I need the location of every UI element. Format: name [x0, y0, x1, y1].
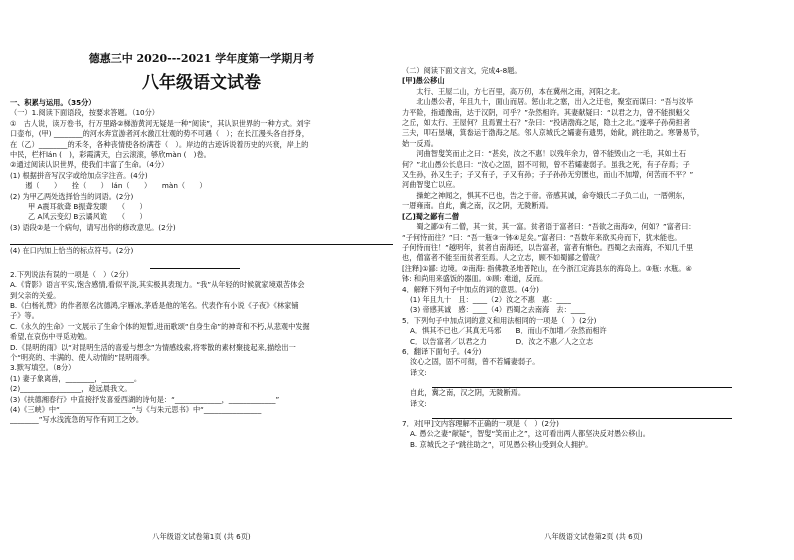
option-jia: 甲 A震耳欲聋 B振聋发聩 （ ）: [28, 202, 147, 212]
text-yi-title: [乙]蜀之鄙有二僧: [402, 211, 459, 221]
question-2-option-d-cont: 个“明亮的、丰满的、使人动情的”昆明雨季。: [10, 352, 155, 362]
text-jia-line: 河曲智叟亡以应。: [402, 180, 460, 190]
question-7: 7．对[甲]文内容理解不正确的一项是（ ）(2分): [402, 419, 559, 428]
question-7-option-b: B. 京城氏之子“跳往助之”，可见愚公移山受到众人拥护。: [410, 439, 593, 449]
exam-title: 八年级语文试卷: [142, 73, 261, 93]
question-6: 6．翻译下面句子。(4分): [402, 346, 482, 356]
question-5: 5．下列句子中加点词的意义和用法相同的一项是（ ）(2分): [402, 315, 597, 325]
translation-label: 译文:: [410, 367, 427, 377]
translation-label: 译文:: [410, 398, 427, 408]
question-1-2: (2) 为甲乙两处选择恰当的词语。(2分): [10, 191, 134, 201]
question-1-4: (4) 在口内加上恰当的标点符号。(2分): [10, 246, 134, 256]
page-footer: 八年级语文试卷第1页 (共 6页): [152, 531, 251, 541]
question-1-intro: （一）1.阅读下面语段，按要求答题。（10分）: [10, 108, 159, 118]
exam-header: 德惠三中 2020---2021 学年度第一学期月考: [88, 52, 315, 65]
question-2-option-b: B.《白杨礼赞》的作者原名沈德鸿,字雁冰,茅盾是他的笔名。代表作有小说《子夜》《林家铺: [10, 300, 299, 310]
question-6-sentence-1: 汝心之固，固不可彻，曾不若孀妻弱子。: [410, 357, 540, 367]
text-yi-line: 也，僧富者不能至而贫者至焉。人之立志，顾不如蜀鄙之僧哉？: [402, 253, 604, 263]
annotation-notes: [注释]①鄙: 边境。②南海: 指佛教圣地普陀山，在今浙江定海县东的海岛上。③瓶: 水瓶。④: [402, 263, 692, 273]
text-jia-line: 操蛇之神闻之，惧其不已也，告之于帝。帝感其诚，命夸娥氏二子负二山，一厝朔东，: [402, 190, 690, 200]
section-heading: 一、积累与运用。（35分）: [10, 98, 96, 107]
text-jia-line: 河曲智叟笑而止之曰：“甚矣，汝之不惠！以残年余力，曾不能毁山之一毛，其如土石: [402, 149, 687, 159]
text-jia-line: 太行、王屋二山，方七百里，高万仞，本在冀州之南，河阳之北。: [402, 86, 625, 96]
question-2-option-a: A.《背影》语言平实,饱含感情,看似平淡,其实极具表现力。“我”从年轻的时候就家境艰苦体会: [10, 280, 305, 290]
question-3: 3.默写填空。（8分）: [10, 363, 76, 373]
answer-line: [150, 259, 240, 269]
question-5-options-cd: C．以告富者／以君之力 D．汝之不惠／人之立志: [410, 336, 594, 346]
text-jia-line: 始一反焉。: [402, 138, 438, 148]
part-2-intro: （二）阅读下面文言文，完成4-8题。: [402, 66, 522, 75]
question-1-1: (1) 根据拼音写汉字或给加点字注音。(4分): [10, 170, 148, 180]
text-jia-line: 何？”北山愚公长息曰：“汝心之固，固不可彻，曾不若孀妻弱子。虽我之死，有子存焉；子: [402, 159, 690, 169]
page-footer: 八年级语文试卷第2页 (共 6页): [544, 531, 643, 541]
question-3-2: (2)_________________，趁远晨我文。: [10, 384, 132, 394]
text-jia-line: 一厝雍南。自此，冀之南，汉之阴，无陇断焉。: [402, 201, 553, 211]
text-jia-title: [甲]愚公移山: [402, 76, 445, 86]
question-4-items-b: (3) 帝感其诚 感：____（4）西蜀之去南海 去：____: [410, 305, 586, 315]
passage-line: ②通过阅读认识世界，使我们丰富了生命。（4分）: [10, 160, 169, 170]
question-3-3: (3)《扶德湘春行》中直接抒发喜爱西湖的诗句是：“_____________，_____________”: [10, 394, 280, 404]
question-7-option-a: A. 愚公之妻“献疑”，智叟“笑而止之”，这可看出两人都坚决反对愚公移山。: [410, 429, 650, 439]
question-2-option-d: D.《昆明的雨》以“对昆明生活的喜爱与想念”为情感线索,将零散的素材聚拢起来,描绘出一: [10, 342, 296, 352]
text-jia-line: 又生孙，孙又生子；子又有子，子又有孙；子子孙孙无穷匮也，而山不加增，何苦而不平？”: [402, 170, 694, 180]
question-2-option-b-cont: 子》等。: [10, 311, 39, 321]
text-jia-line: 之丘，如太行、王屋何？且焉置土石？”杂曰：“投诸渤海之尾，隐土之北。”遂率子孙荷担者: [402, 118, 690, 128]
question-4: 4．解释下列句子中加点的词的意思。(4分): [402, 284, 539, 294]
text-yi-line: 子何恃而往！”越明年，贫者自南海还，以告富者，富者有惭色。西蜀之去南海，不知几千里: [402, 242, 694, 252]
question-1-1-items: 遏（ ） 拴（ ） lán（ ） màn（ ）: [18, 181, 207, 191]
page-1: [10, 0, 393, 560]
question-2: 2.下列说法有误的一项是（ ）（2分）: [10, 269, 133, 279]
text-jia-line: 北山愚公者，年且九十，面山而居。惩山北之塞，出入之迂也，聚室而谋曰：“吾与汝毕: [402, 97, 694, 107]
passage-line: ① 古人说，读万卷书，行万里路②梯游黄河无疑是一种“阅读”，其认识世界的一种方式。刘宇: [10, 118, 311, 128]
question-5-options-ab: A．惧其不已也／其真无马邪 B．而山不加增／杂然而相许: [410, 326, 607, 336]
passage-line: 在（乙）________的禾冬，各种丧情使各纷满苍（ ）。岸边的古迹诉说着历史的兴衰，岸上的: [10, 139, 309, 149]
question-4-items-a: (1) 年且九十 且：____（2）汝之不惠 惠：____: [410, 294, 571, 304]
passage-line: 口壶布，(甲) ________的河水奔宣游者河水激江壮观的势不可遇（ ）；在长江漫头各自抒身，: [10, 129, 309, 139]
answer-line: [432, 378, 732, 388]
answer-line: [432, 409, 732, 419]
question-3-4-cont: ________”写水浅流急的写作有同工之妙。: [10, 415, 144, 425]
question-3-1: (1) 妻子象离兽，________，_________。: [10, 373, 142, 383]
text-jia-line: 三夫，叩石垦壤，箕畚运于渤海之尾。邻人京城氏之孀妻有遗男，始龀，跳往助之。寒暑易节，: [402, 128, 704, 138]
question-3-4: (4)《三峡》中“____________________”与《与朱元思书》中“________________: [10, 404, 262, 414]
text-yi-line: “子何恃而往？”曰：“吾一瓶③一钵④足矣。”富者曰：“吾数年来欲买舟而下，犹未能也。: [402, 232, 682, 242]
question-2-option-a-cont: 到父亲的关爱。: [10, 290, 61, 300]
text-yi-line: 蜀之鄙①有二僧，其一贫，其一富。贫者语于富者曰：“吾欲之南海②，何如？”富者曰：: [402, 222, 696, 232]
question-2-option-c: C.《永久的生命》一文展示了生命个体的短暂,进而歌颂“自身生命”的神奇和不朽,从悲观中发掘: [10, 321, 310, 331]
passage-line: 中民，栏杆lán ( )，彩霞满天，白云滚滚，够欣màn ( )卷。: [10, 150, 211, 160]
annotation-notes-cont: 钵: 和尚用来盛饭的器皿。⑤顾: 难道，反而。: [402, 274, 548, 284]
question-2-option-c-cont: 希望,在哀伤中寻觅劝勉。: [10, 332, 92, 342]
page-2: [402, 0, 785, 560]
answer-line: [10, 235, 393, 245]
text-jia-line: 力平险，指通豫南，达于汉阴，可乎？”杂然相许。其妻献疑曰：“以君之力，曾不能损魁父: [402, 107, 690, 117]
question-1-3: (3) 语段②是一个病句，请写出你的修改意见。(2分): [10, 222, 176, 232]
option-yi: 乙 A风云变幻 B云谲风诡 （ ）: [28, 212, 147, 222]
question-6-sentence-2: 自此，冀之南，汉之阴，无陇断焉。: [410, 388, 526, 398]
